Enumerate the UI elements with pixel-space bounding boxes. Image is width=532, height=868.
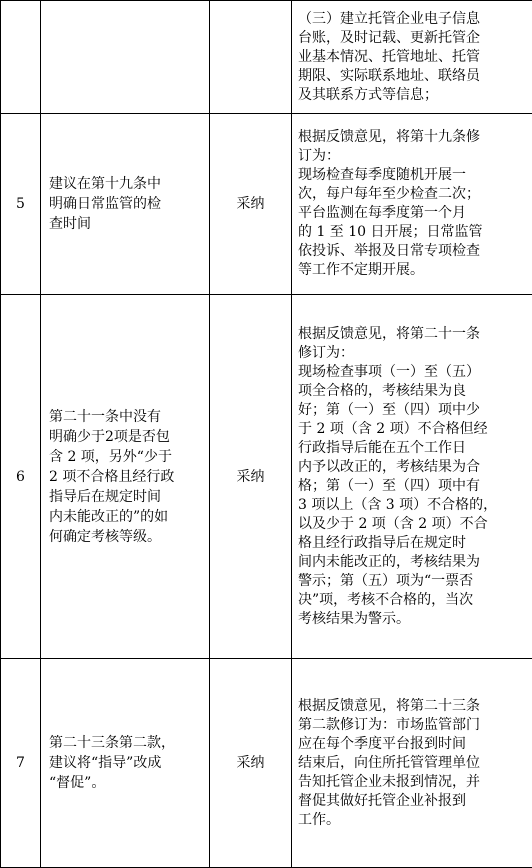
modification-line: 好；第（一）至（四）项中少: [298, 401, 526, 420]
modification-line: 工作。: [298, 811, 526, 830]
modification-line: 业基本情况、托管地址、托管: [298, 48, 526, 67]
modification-line: 以及少于 2 项（含 2 项）不合: [298, 515, 526, 534]
suggestion-line: 指导后在规定时间: [49, 487, 201, 507]
modification-line: 内予以改正的，考核结果为合: [298, 458, 526, 477]
modification-line: 次，每户每年至少检查二次；: [298, 185, 526, 204]
modification-line: 现场检查每季度随机开展一: [298, 166, 526, 185]
table-row: [1, 295, 532, 659]
modification-line: 3 项以上（含 3 项）不合格的，: [298, 496, 526, 515]
table-row: [1, 1, 532, 114]
suggestion-line: 第二十三条第二款，: [49, 733, 201, 753]
modification-cell: [292, 659, 532, 868]
modification-line: 第二款修订为：市场监管部门: [298, 716, 526, 735]
suggestion-line: 何确定考核等级。: [49, 527, 201, 547]
table-row: [1, 114, 532, 295]
suggestion-cell: [41, 1, 210, 114]
modification-line: 于 2 项（含 2 项）不合格但经: [298, 420, 526, 439]
modification-line: 台账，及时记载、更新托管企: [298, 29, 526, 48]
modification-line: 警示；第（五）项为“一票否: [298, 572, 526, 591]
modification-cell: [292, 1, 532, 114]
modification-line: 及其联系方式等信息；: [298, 86, 526, 105]
modification-cell: [292, 295, 532, 659]
modification-line: 根据反馈意见，将第二十三条: [298, 697, 526, 716]
table-row: [1, 659, 532, 868]
suggestion-line: “督促”。: [49, 773, 201, 793]
modification-line: 应在每个季度平台报到时间: [298, 735, 526, 754]
suggestion-cell: [41, 114, 210, 295]
row-number: [1, 1, 41, 114]
modification-line: 的 1 至 10 日开展；日常监管: [298, 223, 526, 242]
row-number: 6: [1, 295, 41, 659]
modification-cell: [292, 114, 532, 295]
modification-line: 行政指导后能在五个工作日: [298, 439, 526, 458]
suggestion-cell: [41, 659, 210, 868]
suggestion-line: 第二十一条中没有: [49, 407, 201, 427]
suggestion-line: 内未能改正的”的如: [49, 507, 201, 527]
modification-line: 根据反馈意见，将第二十一条: [298, 325, 526, 344]
suggestion-line: 查时间: [49, 214, 201, 234]
modification-line: 结束后，向住所托管管理单位: [298, 754, 526, 773]
modification-line: 决”项，考核不合格的，当次: [298, 591, 526, 610]
modification-line: 间内未能改正的，考核结果为: [298, 553, 526, 572]
modification-line: 等工作不定期开展。: [298, 261, 526, 280]
modification-line: 考核结果为警示。: [298, 610, 526, 629]
suggestion-cell: [41, 295, 210, 659]
adoption-result: [210, 1, 292, 114]
modification-line: 修订为：: [298, 344, 526, 363]
suggestion-line: 建议在第十九条中: [49, 174, 201, 194]
modification-line: 订为：: [298, 147, 526, 166]
row-number: 5: [1, 114, 41, 295]
adoption-result: 采纳: [210, 295, 292, 659]
modification-line: 督促其做好托管企业补报到: [298, 792, 526, 811]
modification-line: 根据反馈意见，将第十九条修: [298, 128, 526, 147]
modification-line: 期限、实际联系地址、联络员: [298, 67, 526, 86]
modification-line: 告知托管企业未报到情况，并: [298, 773, 526, 792]
adoption-result: 采纳: [210, 114, 292, 295]
suggestion-line: 2 项不合格且经行政: [49, 467, 201, 487]
modification-line: 依投诉、举报及日常专项检查: [298, 242, 526, 261]
row-number: 7: [1, 659, 41, 868]
suggestion-line: 含 2 项，另外“少于: [49, 447, 201, 467]
modification-line: 现场检查事项（一）至（五）: [298, 363, 526, 382]
modification-line: 格且经行政指导后在规定时: [298, 534, 526, 553]
suggestion-line: 建议将“指导”改成: [49, 753, 201, 773]
modification-line: （三）建立托管企业电子信息: [298, 10, 526, 29]
adoption-result: 采纳: [210, 659, 292, 868]
modification-line: 平台监测在每季度第一个月: [298, 204, 526, 223]
suggestion-line: 明确日常监管的检: [49, 194, 201, 214]
modification-line: 格；第（一）至（四）项中有: [298, 477, 526, 496]
suggestion-line: 明确少于2项是否包: [49, 427, 201, 447]
modification-line: 项全合格的，考核结果为良: [298, 382, 526, 401]
